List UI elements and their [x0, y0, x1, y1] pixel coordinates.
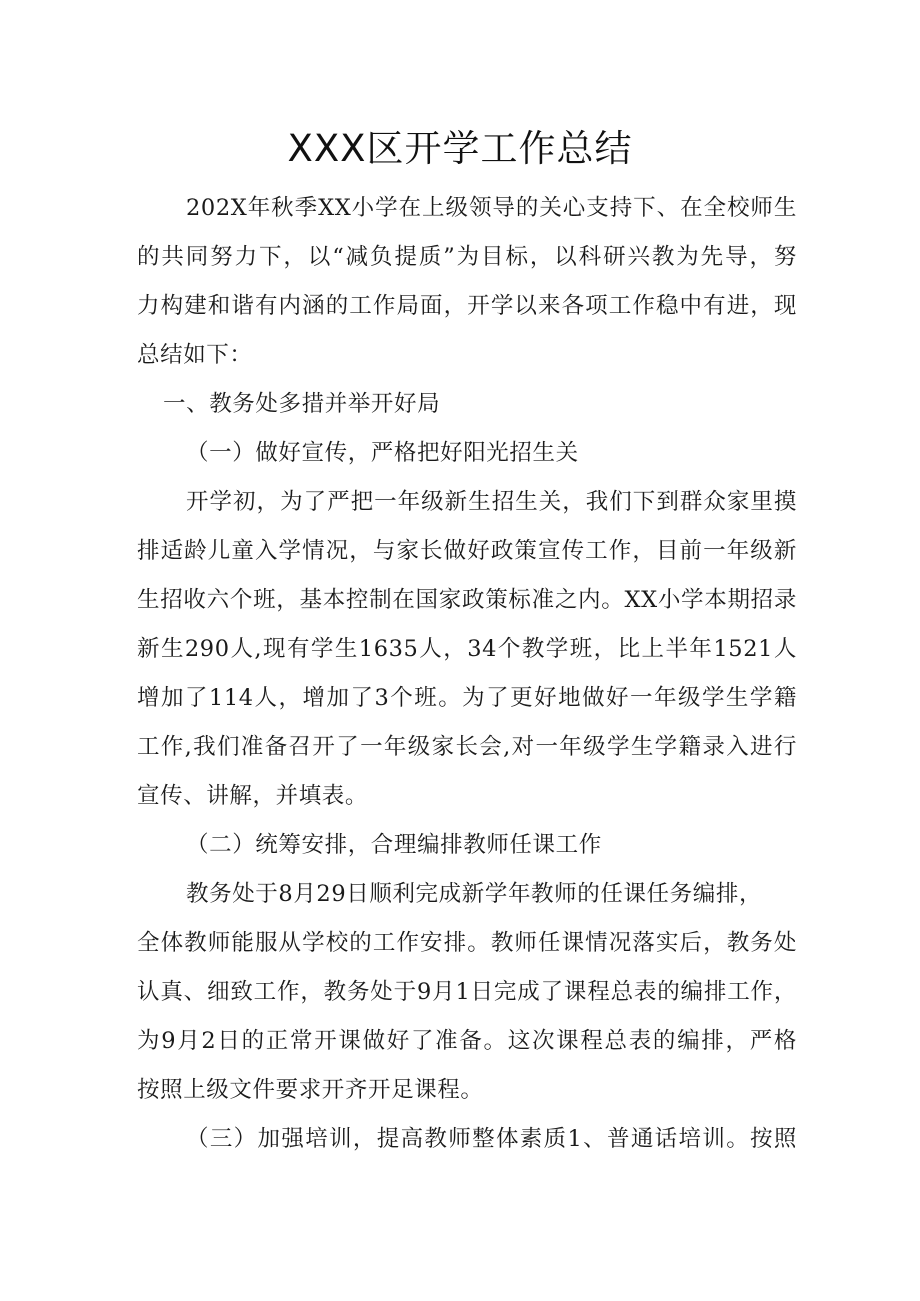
subsection-heading: （二）统筹安排，合理编排教师任课工作: [186, 832, 602, 858]
document-title: XXX区开学工作总结: [287, 127, 633, 170]
paragraph-line: 新生290人,现有学生1635人，34个教学班，比上半年1521人: [137, 636, 797, 662]
intro-line: 202X年秋季XX小学在上级领导的关心支持下、在全校师生: [186, 195, 797, 221]
paragraph-line: 生招收六个班，基本控制在国家政策标准之内。XX小学本期招录: [137, 587, 797, 613]
paragraph-line: 宣传、讲解，并填表。: [137, 783, 369, 809]
intro-line: 的共同努力下，以“减负提质”为目标，以科研兴教为先导，努: [137, 244, 797, 270]
paragraph-line: 排适龄儿童入学情况，与家长做好政策宣传工作，目前一年级新: [137, 538, 797, 564]
intro-line: 总结如下：: [137, 342, 253, 368]
paragraph-line: 按照上级文件要求开齐开足课程。: [137, 1077, 484, 1103]
paragraph-line: 全体教师能服从学校的工作安排。教师任课情况落实后，教务处: [137, 930, 797, 956]
section-heading: 一、教务处多措并举开好局: [163, 391, 441, 417]
paragraph-line: 为9月2日的正常开课做好了准备。这次课程总表的编排，严格: [137, 1028, 797, 1054]
paragraph-line: 工作,我们准备召开了一年级家长会,对一年级学生学籍录入进行: [137, 734, 797, 760]
paragraph-line: 认真、细致工作，教务处于9月1日完成了课程总表的编排工作，: [137, 979, 797, 1005]
paragraph-line: 教务处于8月29日顺利完成新学年教师的任课任务编排，: [186, 881, 763, 907]
subsection-heading: （三）加强培训，提高教师整体素质1、普通话培训。按照: [186, 1126, 797, 1152]
paragraph-line: 增加了114人，增加了3个班。为了更好地做好一年级学生学籍: [137, 685, 797, 711]
intro-line: 力构建和谐有内涵的工作局面，开学以来各项工作稳中有进，现: [137, 293, 797, 319]
paragraph-line: 开学初，为了严把一年级新生招生关，我们下到群众家里摸: [186, 489, 797, 515]
subsection-heading: （一）做好宣传，严格把好阳光招生关: [186, 440, 579, 466]
